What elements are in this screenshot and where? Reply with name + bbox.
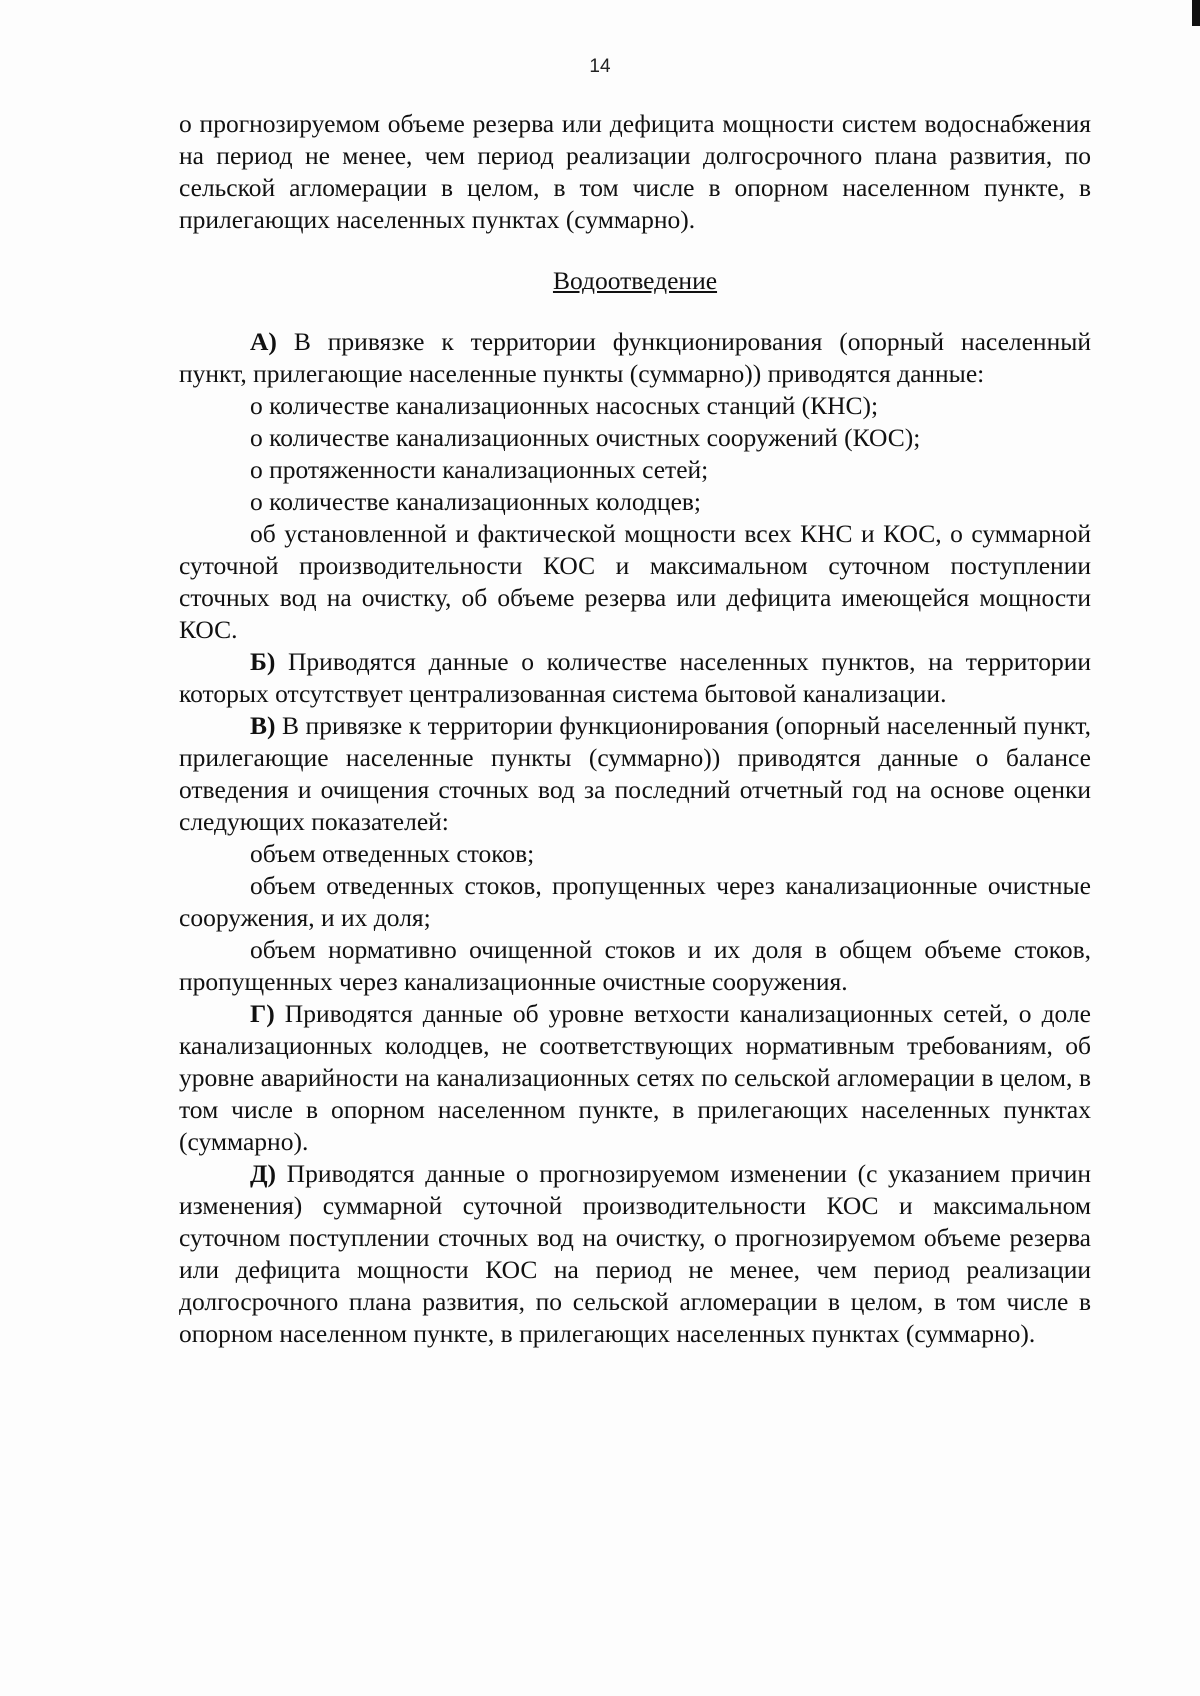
list-item: объем отведенных стоков; — [250, 839, 535, 868]
paragraph-v-mark: В) — [250, 711, 276, 740]
paragraph-a — [179, 326, 1091, 390]
intro-paragraph: о прогнозируемом объеме резерва или дефицита мощности систем водоснабжения на период не менее, чем период реализации долгосрочного плана развития, по сельской агломерации в целом, в том числе в опорном населенном пункте, в прилегающих населенных пунктах (суммарно). — [179, 109, 1091, 234]
paragraph-g-text: Приводятся данные об уровне ветхости канализационных сетей, о доле канализационных колодцев, не соответствующих нормативным требованиям, об уровне аварийности на канализационных сетях по сельской агломерации в целом, в том числе в опорном населенном пункте, в прилегающих населенных пунктах (суммарно). — [179, 999, 1091, 1156]
document-body — [179, 108, 1091, 1350]
list-item: о протяженности канализационных сетей; — [250, 455, 709, 484]
paragraph-d-mark: Д) — [250, 1159, 277, 1188]
paragraph-g-mark: Г) — [250, 999, 275, 1028]
list-item: объем отведенных стоков, пропущенных через канализационные очистные сооружения, и их доля; — [179, 871, 1091, 932]
paragraph-v-text: В привязке к территории функционирования (опорный населенный пункт, прилегающие населенные пункты (суммарно)) приводятся данные о балансе отведения и очищения сточных вод за последний отчетный год на основе оценки следующих показателей: — [179, 711, 1092, 836]
paragraph-b-mark: Б) — [250, 647, 276, 676]
paragraph-v — [179, 710, 1091, 838]
paragraph-a-text: В привязке к территории функционирования (опорный населенный пункт, прилегающие населенные пункты (суммарно)) приводятся данные: — [179, 327, 1091, 388]
list-item: объем нормативно очищенной стоков и их доля в общем объеме стоков, пропущенных через канализационные очистные сооружения. — [179, 935, 1091, 996]
paragraph-d-text: Приводятся данные о прогнозируемом изменении (с указанием причин изменения) суммарной суточной производительности КОС и максимальном суточном поступлении сточных вод на очистку, о прогнозируемом объеме резерва или дефицита мощности КОС на период не менее, чем период реализации долгосрочного плана развития, по сельской агломерации в целом, в том числе в опорном населенном пункте, в прилегающих населенных пунктах (суммарно). — [179, 1159, 1091, 1348]
list-item: о количестве канализационных очистных сооружений (КОС); — [250, 423, 921, 452]
list-item: об установленной и фактической мощности всех КНС и КОС, о суммарной суточной производительности КОС и максимальном суточном поступлении сточных вод на очистку, об объеме резерва или дефицита имеющейся мощности КОС. — [179, 519, 1091, 644]
paragraph-a-mark: А) — [250, 327, 277, 356]
scan-edge-mark — [1192, 0, 1200, 26]
list-item: о количестве канализационных колодцев; — [250, 487, 702, 516]
paragraph-g — [179, 998, 1091, 1158]
paragraph-b-text: Приводятся данные о количестве населенных пунктов, на территории которых отсутствует централизованная система бытовой канализации. — [179, 647, 1091, 708]
page-number: 14 — [589, 56, 611, 77]
paragraph-b — [179, 646, 1091, 710]
section-title: Водоотведение — [552, 266, 718, 295]
paragraph-d — [179, 1158, 1091, 1350]
list-item: о количестве канализационных насосных станций (КНС); — [250, 391, 879, 420]
